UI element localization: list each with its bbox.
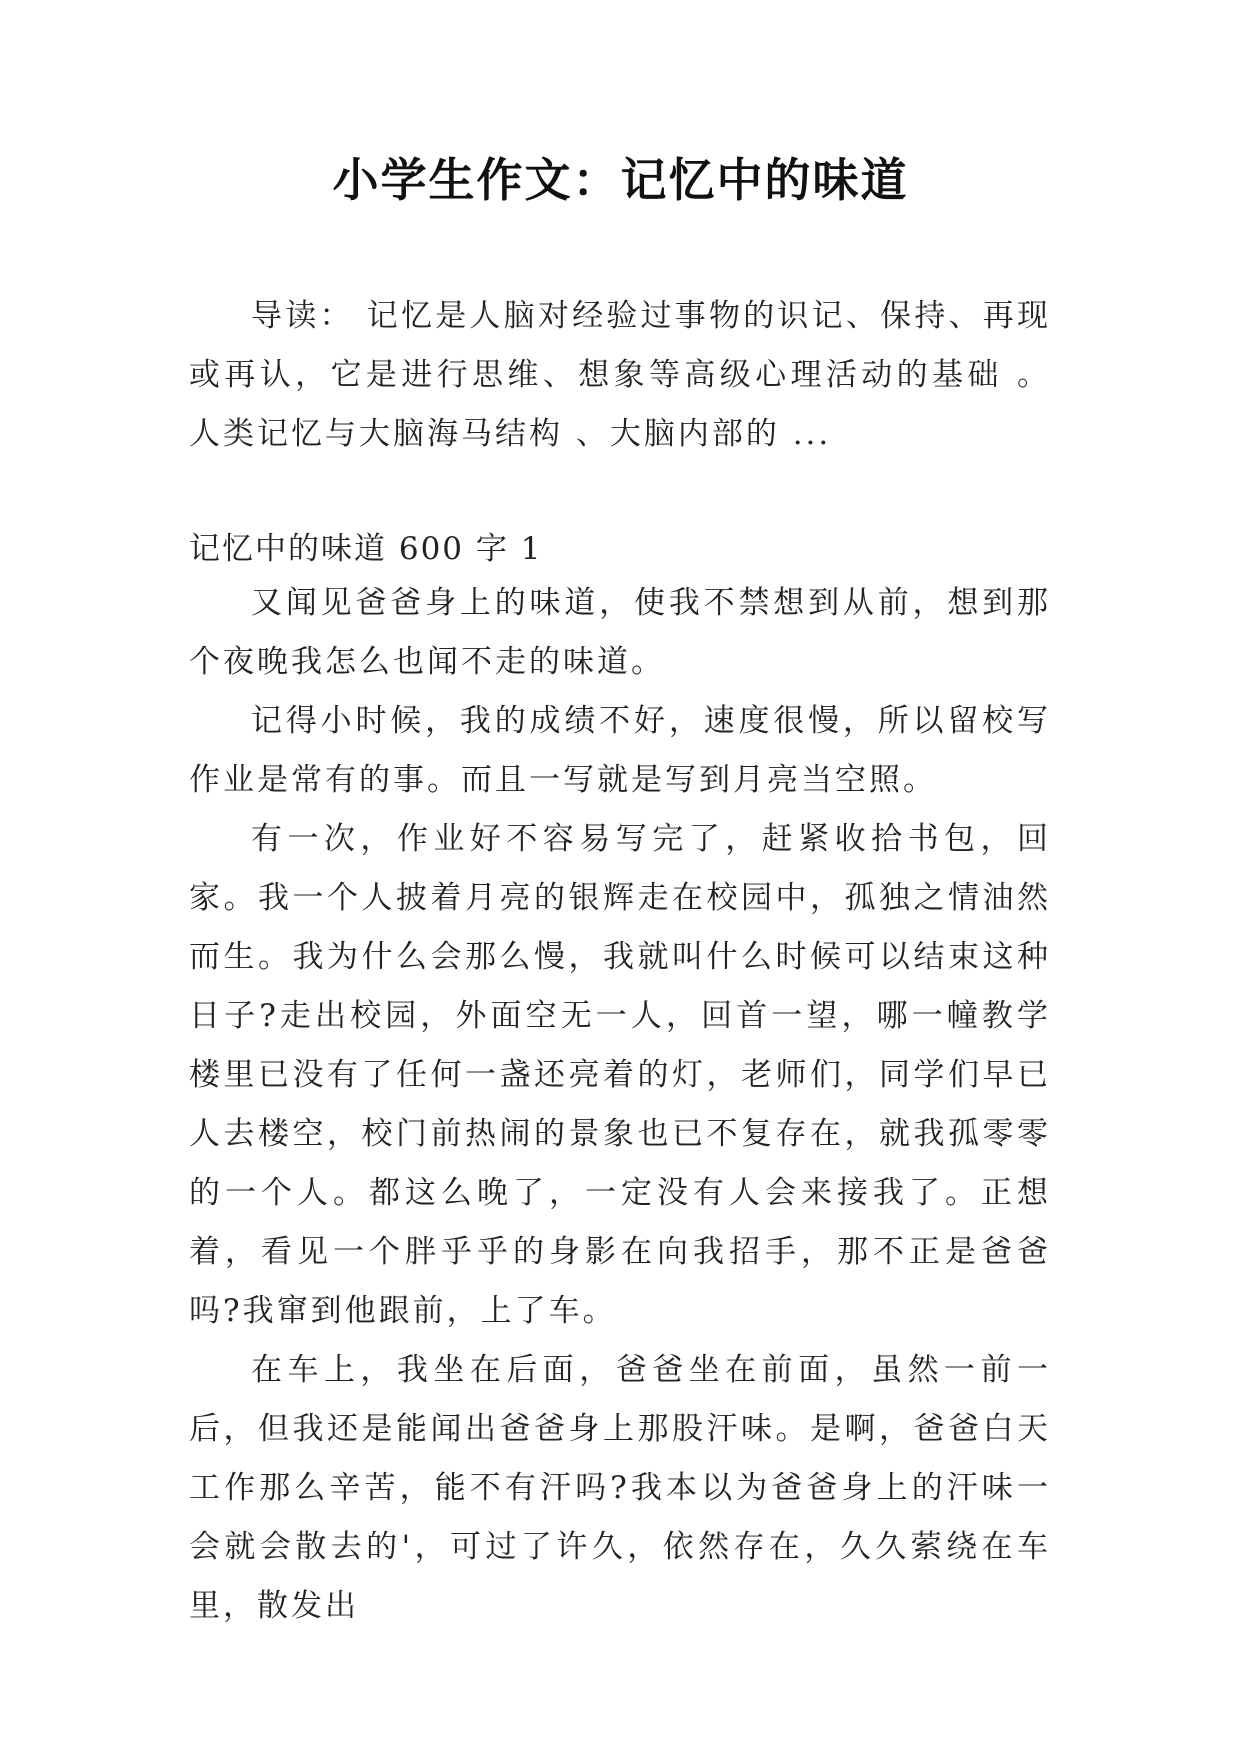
- essay-paragraph: 有一次，作业好不容易写完了，赶紧收拾书包，回家。我一个人披着月亮的银辉走在校园中，孤独之情油然而生。我为什么会那么慢，我就叫什么时候可以结束这种日子?走出校园，外面空无一人，回首一望，哪一幢教学楼里已没有了任何一盏还亮着的灯，老师们，同学们早已人去楼空，校门前热闹的景象也已不复存在，就我孤零零的一个人。都这么晚了，一定没有人会来接我了。正想着，看见一个胖乎乎的身影在向我招手，那不正是爸爸吗?我窜到他跟前，上了车。: [189, 821, 1051, 1329]
- essay-paragraph: 在车上，我坐在后面，爸爸坐在前面，虽然一前一后，但我还是能闻出爸爸身上那股汗味。是啊，爸爸白天工作那么辛苦，能不有汗吗?我本以为爸爸身上的汗味一会就会散去的'，可过了许久，依然存在，久久萦绕在车里，散发出: [189, 1352, 1051, 1624]
- essay-paragraph: 又闻见爸爸身上的味道，使我不禁想到从前，想到那个夜晚我怎么也闻不走的味道。: [189, 585, 1051, 680]
- essay-body: [189, 574, 1051, 1636]
- essay-paragraph: 记得小时候，我的成绩不好，速度很慢，所以留校写作业是常有的事。而且一写就是写到月亮当空照。: [189, 703, 1051, 798]
- lead-paragraph: 导读： 记忆是人脑对经验过事物的识记、保持、再现或再认，它是进行思维、想象等高级心理活动的基础 。人类记忆与大脑海马结构 、大脑内部的 ...: [189, 298, 1051, 452]
- essay-subheading: 记忆中的味道 600 字 1: [189, 531, 543, 567]
- lead-section: [189, 287, 1051, 464]
- document-title: 小学生作文：记忆中的味道: [332, 153, 909, 207]
